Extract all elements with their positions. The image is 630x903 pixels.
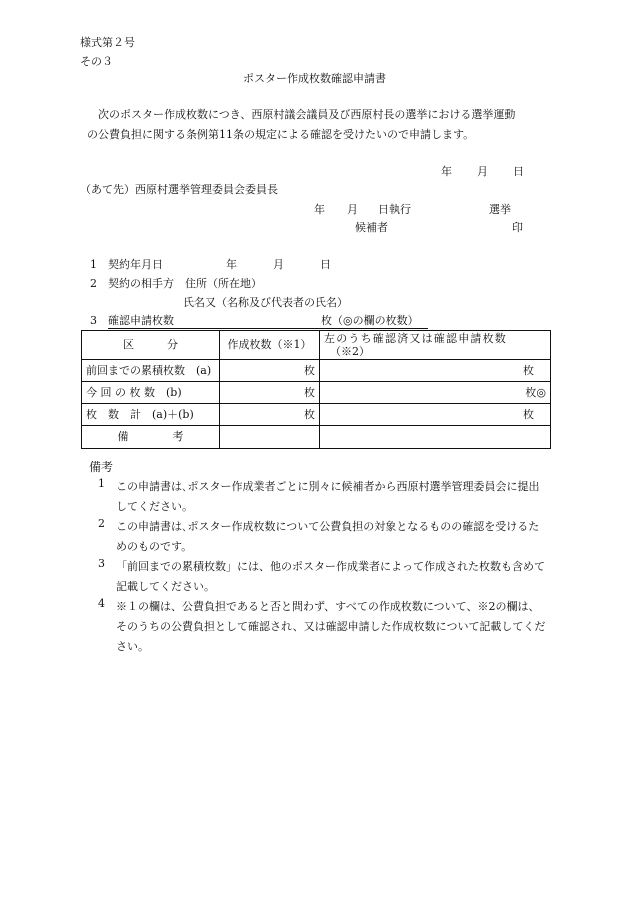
note-text: ※１の欄は、公費負担であると否と問わず、すべての作成枚数について、※2の欄は、そのうちの公費負担として確認され、又は確認申請した作成枚数について記載してください。 [116, 600, 546, 653]
table-row-remarks [82, 426, 551, 449]
item2-name-label: 氏名又（名称及び代表者の氏名） [183, 296, 348, 309]
date-day: 日 [513, 165, 524, 178]
item1-day: 日 [320, 258, 331, 271]
remarks-made-cell[interactable] [220, 426, 320, 449]
item3-underline [108, 328, 428, 329]
date-month: 月 [477, 165, 488, 178]
note-item [98, 557, 550, 597]
form-number: 様式第２号 [80, 36, 135, 49]
row-made-cell[interactable]: 枚 [220, 360, 320, 382]
election-day: 日執行 [378, 203, 411, 216]
note-text: この申請書は､ポスター作成業者ごとに別々に候補者から西原村選挙管理委員会に提出してください。 [116, 480, 540, 513]
item3-unit: 枚（◎の欄の枚数） [321, 314, 419, 327]
remarks-confirmed-cell[interactable] [320, 426, 551, 449]
note-text: 「前回までの累積枚数」には、他のポスター作成業者によって作成された枚数も含めて記載してください。 [116, 560, 545, 593]
row-made-cell[interactable]: 枚 [220, 404, 320, 426]
note-number: 2 [98, 517, 105, 530]
intro-line-1: 次のポスター作成枚数につき、西原村議会議員及び西原村長の選挙における選挙運動 [98, 108, 516, 121]
table-row [82, 404, 551, 426]
row-confirmed-cell[interactable]: 枚 [320, 360, 551, 382]
note-number: 3 [98, 557, 105, 570]
row-label-remarks: 備 考 [82, 426, 220, 449]
note-item [98, 517, 550, 557]
row-label: 前回までの累積枚数 (a) [82, 360, 220, 382]
row-label: 枚 数 計 (a)＋(b) [82, 404, 220, 426]
table-header-row [82, 331, 551, 360]
note-item [98, 597, 550, 657]
form-sub-number: その３ [80, 55, 113, 68]
header-made: 作成枚数（※1） [220, 331, 320, 360]
row-label: 今 回 の 枚 数 (b) [82, 382, 220, 404]
candidate-label: 候補者 [355, 221, 388, 234]
seal-label: 印 [512, 221, 523, 234]
election-label: 選挙 [489, 203, 511, 216]
election-month: 月 [347, 203, 358, 216]
row-confirmed-cell[interactable]: 枚◎ [320, 382, 551, 404]
confirmation-table [81, 330, 551, 449]
table-row [82, 360, 551, 382]
table-row [82, 382, 551, 404]
row-confirmed-cell[interactable]: 枚 [320, 404, 551, 426]
item1-label: 契約年月日 [108, 258, 163, 271]
addressee: （あて先）西原村選挙管理委員会委員長 [80, 183, 278, 196]
item2-number: 2 [90, 277, 97, 290]
notes-heading: 備考 [89, 460, 114, 474]
header-confirmed-line2: （※2） [330, 345, 370, 358]
row-made-cell[interactable]: 枚 [220, 382, 320, 404]
document-title: ポスター作成枚数確認申請書 [243, 72, 386, 85]
note-item [98, 477, 550, 517]
intro-line-2: の公費負担に関する条例第11条の規定による確認を受けたいので申請します。 [87, 128, 475, 141]
header-category: 区 分 [82, 331, 220, 360]
election-year: 年 [314, 203, 325, 216]
note-text: この申請書は､ポスター作成枚数について公費負担の対象となるものの確認を受けるためのものです。 [116, 520, 540, 553]
item3-number: 3 [90, 314, 97, 327]
header-confirmed-line1: 左のうち確認済又は確認申請枚数 [324, 331, 507, 345]
item1-number: 1 [90, 258, 97, 271]
item1-month: 月 [273, 258, 284, 271]
item2-label: 契約の相手方 住所（所在地） [108, 277, 262, 290]
item1-year: 年 [226, 258, 237, 271]
note-number: 4 [98, 597, 105, 610]
header-confirmed [320, 331, 551, 360]
item3-label: 確認申請枚数 [108, 314, 174, 327]
note-number: 1 [98, 477, 105, 490]
date-year: 年 [441, 165, 452, 178]
